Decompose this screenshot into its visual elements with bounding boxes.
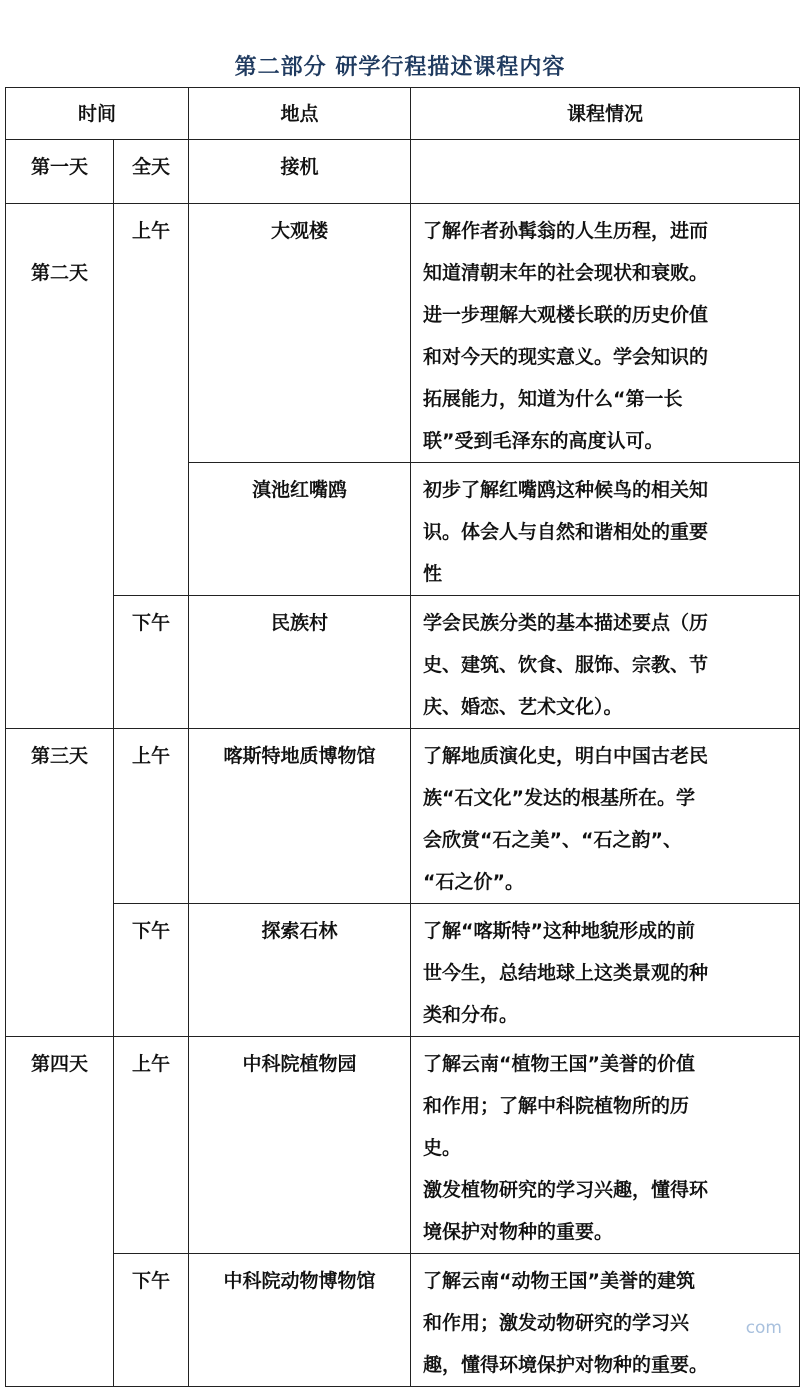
course-line: 族“石文化”发达的根基所在。学 [423, 787, 695, 809]
course-cell [411, 463, 800, 596]
table-row [6, 904, 800, 1037]
course-line: 趣，懂得环境保护对物种的重要。 [423, 1354, 709, 1376]
day-cell: 第四天 [6, 1037, 114, 1387]
period-cell: 上午 [114, 729, 189, 904]
course-line: 了解地质演化史，明白中国古老民 [423, 745, 709, 767]
period-cell: 全天 [114, 140, 189, 204]
course-cell [411, 140, 800, 204]
header-place: 地点 [189, 88, 411, 140]
table-row [6, 596, 800, 729]
course-line: “石之价”。 [423, 871, 524, 893]
watermark: com [745, 1318, 782, 1338]
place-cell: 中科院动物博物馆 [189, 1254, 411, 1387]
table-row [6, 204, 800, 463]
table-row [6, 140, 800, 204]
place-cell: 大观楼 [189, 204, 411, 463]
place-cell: 中科院植物园 [189, 1037, 411, 1254]
course-line: 初步了解红嘴鸥这种候鸟的相关知 [423, 479, 709, 501]
course-cell [411, 904, 800, 1037]
period-cell: 下午 [114, 904, 189, 1037]
itinerary-table [5, 87, 800, 1387]
period-cell: 下午 [114, 1254, 189, 1387]
period-cell: 下午 [114, 596, 189, 729]
course-line: 了解云南“动物王国”美誉的建筑 [423, 1270, 695, 1292]
course-cell [411, 729, 800, 904]
course-cell [411, 204, 800, 463]
course-line: 拓展能力，知道为什么“第一长 [423, 388, 683, 410]
course-line: 庆、婚恋、艺术文化）。 [423, 696, 623, 718]
course-line: 类和分布。 [423, 1004, 519, 1026]
course-line: 激发植物研究的学习兴趣，懂得环 [423, 1179, 709, 1201]
course-line: 会欣赏“石之美”、“石之韵”、 [423, 829, 682, 851]
course-line: 和作用；了解中科院植物所的历 [423, 1095, 690, 1117]
day-cell: 第二天 [6, 204, 114, 729]
place-cell: 探索石林 [189, 904, 411, 1037]
table-row [6, 729, 800, 904]
course-cell [411, 1254, 800, 1387]
header-row [6, 88, 800, 140]
header-course: 课程情况 [411, 88, 800, 140]
course-line: 性 [423, 563, 443, 585]
header-time: 时间 [6, 88, 189, 140]
day-cell: 第一天 [6, 140, 114, 204]
place-cell: 民族村 [189, 596, 411, 729]
course-line: 史、建筑、饮食、服饰、宗教、节 [423, 654, 709, 676]
period-cell: 上午 [114, 204, 189, 596]
course-cell [411, 596, 800, 729]
course-line: 学会民族分类的基本描述要点（历 [423, 612, 709, 634]
course-line: 和对今天的现实意义。学会知识的 [423, 346, 709, 368]
place-cell: 滇池红嘴鸥 [189, 463, 411, 596]
course-line: 史。 [423, 1137, 462, 1159]
day-cell: 第三天 [6, 729, 114, 1037]
course-line: 知道清朝末年的社会现状和衰败。 [423, 262, 709, 284]
table-row [6, 1037, 800, 1254]
page-title: 第二部分 研学行程描述课程内容 [234, 55, 566, 80]
place-cell: 喀斯特地质博物馆 [189, 729, 411, 904]
course-line: 了解“喀斯特”这种地貌形成的前 [423, 920, 695, 942]
period-cell: 上午 [114, 1037, 189, 1254]
course-line: 了解作者孙髯翁的人生历程，进而 [423, 220, 709, 242]
place-cell: 接机 [189, 140, 411, 204]
course-cell [411, 1037, 800, 1254]
course-line: 了解云南“植物王国”美誉的价值 [423, 1053, 695, 1075]
table-row [6, 1254, 800, 1387]
course-line: 识。体会人与自然和谐相处的重要 [423, 521, 709, 543]
course-line: 进一步理解大观楼长联的历史价值 [423, 304, 709, 326]
course-line: 和作用；激发动物研究的学习兴 [423, 1312, 690, 1334]
course-line: 境保护对物种的重要。 [423, 1221, 614, 1243]
course-line: 联”受到毛泽东的高度认可。 [423, 430, 664, 452]
course-line: 世今生，总结地球上这类景观的种 [423, 962, 709, 984]
